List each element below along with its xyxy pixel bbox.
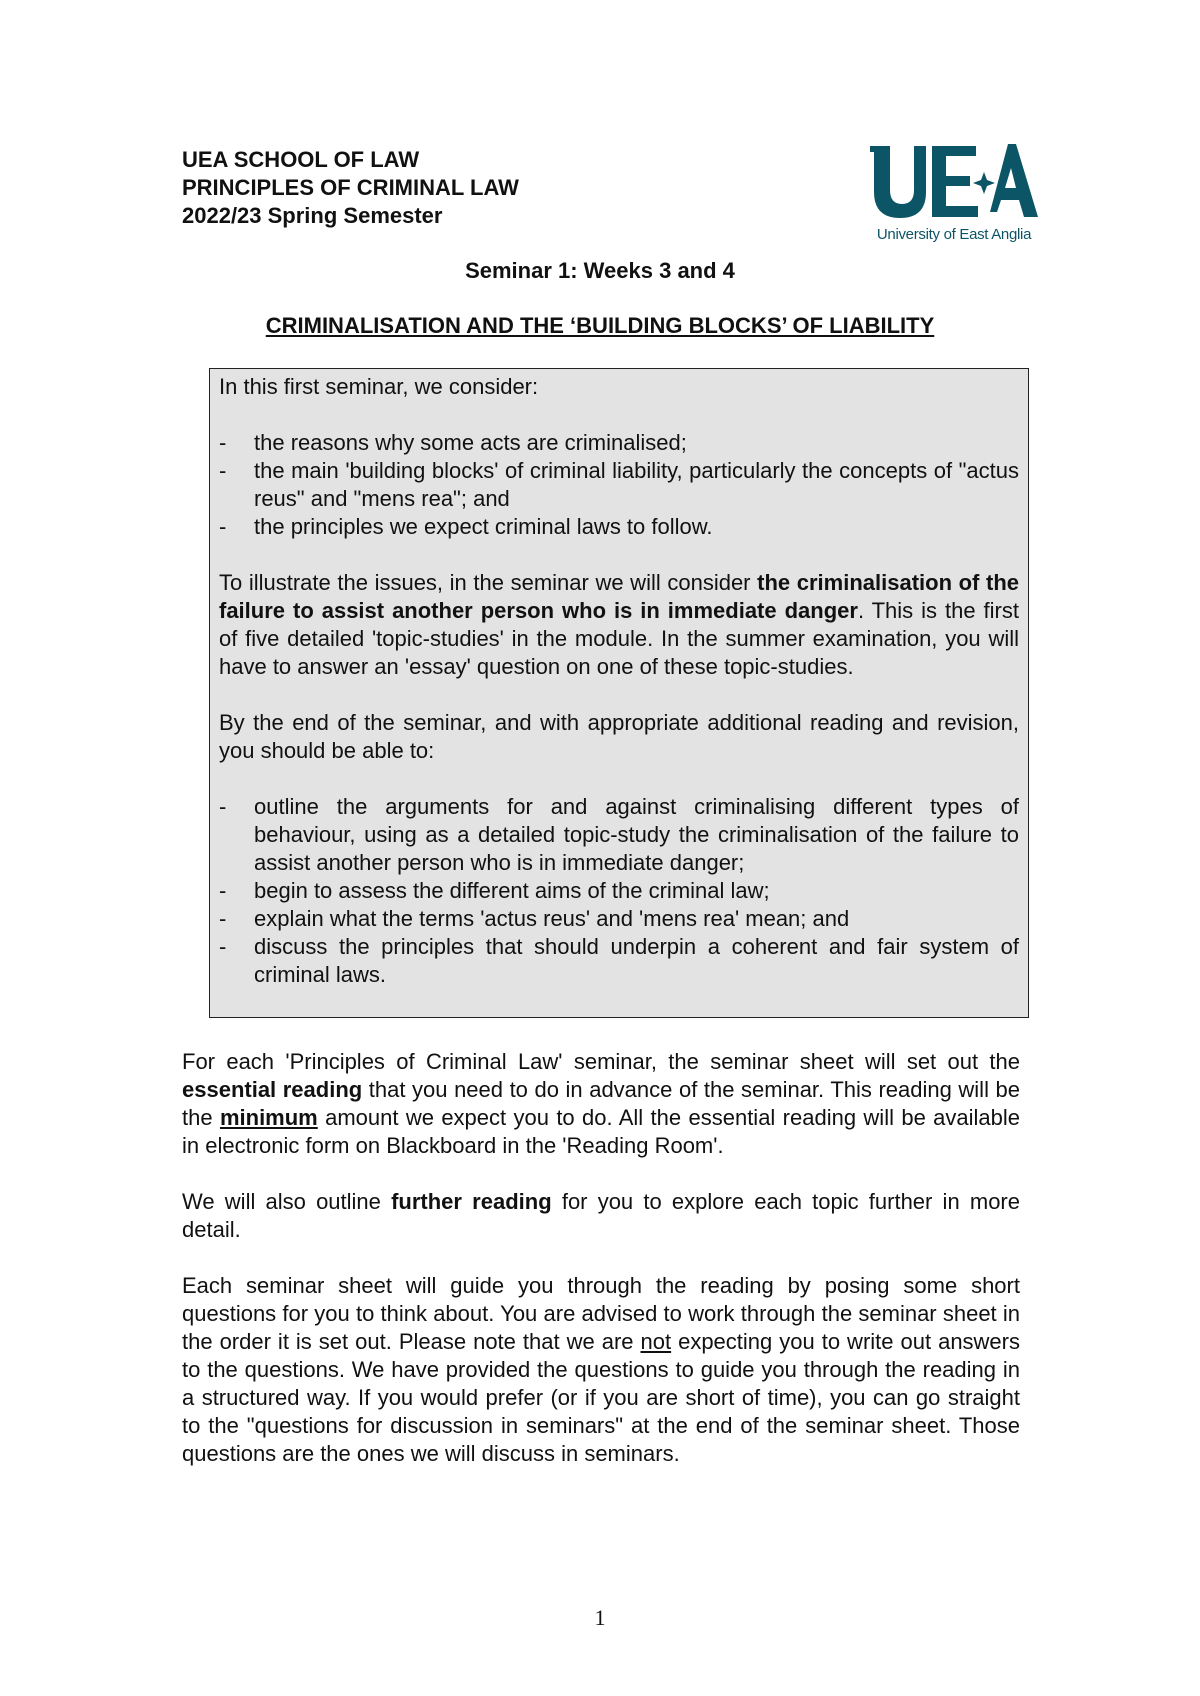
consider-item: - the main 'building blocks' of criminal liability, particularly the concepts of "actus reus" and "mens rea"; and [219,458,1019,511]
seminar-title: Seminar 1: Weeks 3 and 4 [465,258,735,283]
illustrate-paragraph: To illustrate the issues, in the seminar we will consider the criminalisation of the failure to assist another person who is in immediate danger. This is the first of five detailed 'topic-studies' in the module. In the summer examination, you will have to answer an 'essay' question on one of these topic-studies. [219,570,1019,679]
seminar-summary-box [209,368,1029,1018]
semester: 2022/23 Spring Semester [182,203,443,228]
guidance-paragraph: Each seminar sheet will guide you through the reading by posing some short questions for you to think about. You are advised to work through the seminar sheet in the order it is set out. Please note that we are not expecting you to write out answers to the questions. We have provided the questions to guide you through the reading in a structured way. If you would prefer (or if you are short of time), you can go straight to the "questions for discussion in seminars" at the end of the seminar sheet. Those questions are the ones we will discuss in seminars. [182,1273,1020,1466]
consider-item: - the reasons why some acts are criminalised; [219,430,687,455]
document-header [182,146,519,230]
objective-item: - outline the arguments for and against criminalising different types of behaviour, using as a detailed topic-study the criminalisation of the failure to assist another person who is in immediate danger; [219,794,1019,875]
objective-item: - begin to assess the different aims of the criminal law; [219,878,770,903]
school-name: UEA SCHOOL OF LAW [182,147,420,172]
uea-logo [868,142,1040,248]
uea-logo-mark [868,142,1040,222]
objective-item: - discuss the principles that should underpin a coherent and fair system of criminal laws. [219,934,1019,987]
box-intro: In this first seminar, we consider: [219,374,539,399]
essential-reading-paragraph: For each 'Principles of Criminal Law' seminar, the seminar sheet will set out the essential reading that you need to do in advance of the seminar. This reading will be the minimum amount we expect you to do. All the essential reading will be available in electronic form on Blackboard in the 'Reading Room'. [182,1049,1020,1158]
consider-item: - the principles we expect criminal laws to follow. [219,514,713,539]
objective-item: - explain what the terms 'actus reus' and 'mens rea' mean; and [219,906,850,931]
logo-subtitle: University of East Anglia [876,226,1032,243]
further-reading-paragraph: We will also outline further reading for you to explore each topic further in more detail. [182,1189,1020,1242]
module-name: PRINCIPLES OF CRIMINAL LAW [182,175,519,200]
body-text [182,1048,1020,1496]
page-number: 1 [594,1605,606,1630]
topic-study-highlight: the criminalisation of the failure to assist another person who is in immediate danger [219,570,1019,623]
objectives-intro: By the end of the seminar, and with appropriate additional reading and revision, you should be able to: [219,710,1019,763]
main-title: CRIMINALISATION AND THE ‘BUILDING BLOCKS’ OF LIABILITY [265,313,935,338]
